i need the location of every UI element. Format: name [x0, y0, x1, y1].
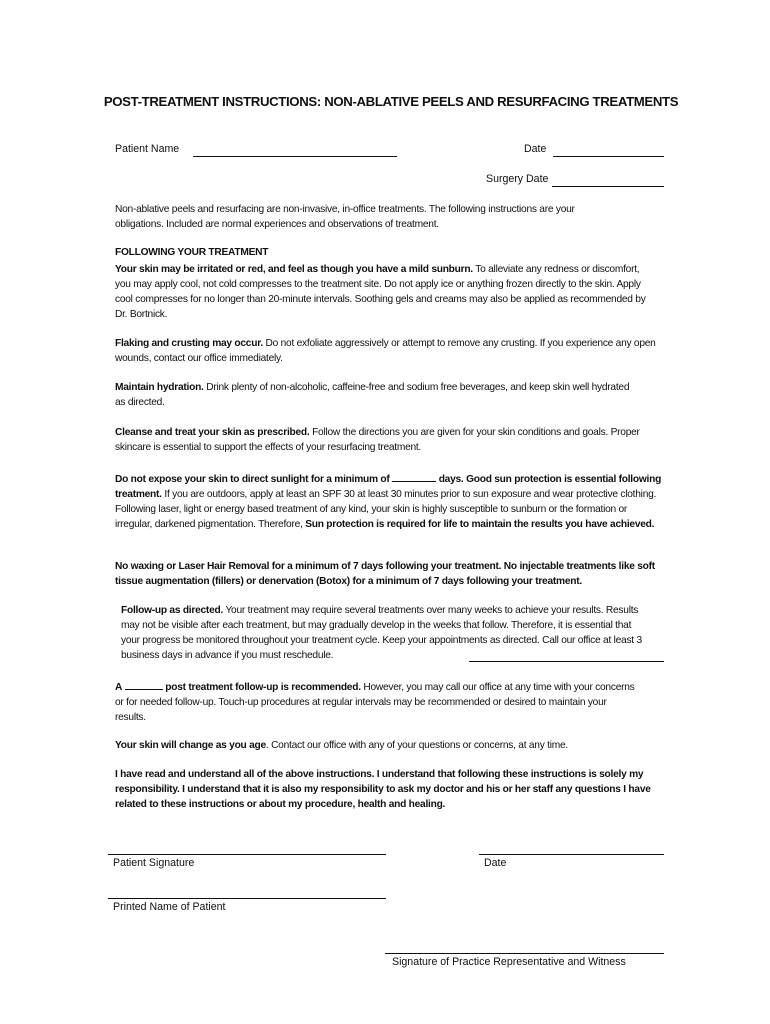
touchup-paragraph — [115, 678, 635, 725]
patient-name-label: Patient Name — [115, 143, 180, 155]
signature-date-label: Date — [484, 857, 507, 869]
document-title: POST-TREATMENT INSTRUCTIONS: NON-ABLATIVE PEELS AND RESURFACING TREATMENTS — [103, 94, 679, 109]
change-text: . Contact our office with any of your questions or concerns, at any time. — [265, 740, 568, 751]
cleanse-text: Follow the directions you are given for your skin conditions and goals. Proper skincare is essential to support the effects of your resurfacing treatment. — [115, 427, 640, 453]
touchup-text: However, you may call our office at any time with your concerns or for needed follow-up. Touch-up procedures at regular intervals may be recommended or desired to maintain your results. — [115, 682, 635, 723]
date-field[interactable] — [553, 156, 664, 157]
intro-paragraph: Non-ablative peels and resurfacing are non-invasive, in-office treatments. The following instructions are your obligations. Included are normal experiences and observations of treatment. — [115, 204, 575, 230]
sun-days-blank[interactable] — [392, 470, 436, 482]
following-heading: FOLLOWING YOUR TREATMENT — [115, 247, 269, 258]
followup-text: Your treatment may require several treatments over many weeks to achieve your results. Results may not be visible after each treatment, but may gradually develop in the weeks that follow. Therefore, it is essential that your progress be monitored throughout your treatment cycle. Keep your appointments as directed. Call our office at least 3 business days in advance if you must reschedule. — [121, 605, 642, 661]
flaking-text: Do not exfoliate aggressively or attempt to remove any crusting. If you experience any open wounds, contact our office immediately. — [115, 338, 656, 364]
witness-signature-line[interactable] — [385, 953, 664, 954]
acknowledge-paragraph — [115, 767, 665, 812]
followup-bold: Follow-up as directed. — [121, 605, 224, 616]
hydration-paragraph — [115, 380, 635, 410]
cleanse-bold: Cleanse and treat your skin as prescribed. — [115, 427, 310, 438]
waxing-bold: No waxing or Laser Hair Removal for a minimum of 7 days following your treatment. No injectable treatments like soft tissue augmentation (fillers) or denervation (Botox) for a minimum of 7 days following your treatment. — [115, 561, 655, 587]
sun-bold-b: days. — [438, 474, 464, 485]
sun-bold-end: Sun protection is required for life to maintain the results you have achieved. — [305, 519, 655, 530]
irritated-bold: Your skin may be irritated or red, and feel as though you have a mild sunburn. — [115, 264, 473, 275]
surgery-date-field[interactable] — [552, 186, 664, 187]
followup-paragraph — [121, 603, 651, 663]
irritated-paragraph — [115, 262, 655, 322]
change-paragraph — [115, 738, 663, 753]
patient-name-field[interactable] — [193, 156, 397, 157]
touchup-bold-b: post treatment follow-up is recommended. — [165, 682, 361, 693]
patient-signature-label: Patient Signature — [113, 857, 195, 869]
sun-paragraph — [115, 470, 663, 532]
touchup-blank[interactable] — [125, 678, 163, 690]
flaking-bold: Flaking and crusting may occur. — [115, 338, 263, 349]
sun-bold-a: Do not expose your skin to direct sunlight for a minimum of — [115, 474, 390, 485]
sun-bold-c: Good sun protection is essential following treatment. — [115, 474, 662, 500]
printed-name-line[interactable] — [108, 898, 386, 899]
signature-date-line[interactable] — [479, 854, 664, 855]
irritated-text: To alleviate any redness or discomfort, you may apply cool, not cold compresses to the treatment site. Do not apply ice or anything frozen directly to the skin. Apply cool compresses for no longer than 20-minute intervals. Soothing gels and creams may also be applied as recommended by Dr. Bortnick. — [115, 264, 646, 320]
flaking-paragraph — [115, 336, 663, 366]
sun-text: If you are outdoors, apply at least an SPF 30 at least 30 minutes prior to sun exposure and wear protective clothing. Following laser, light or energy based treatment of any kind, your skin is highly susceptible to sunburn or the formation or irregular, darkened pigmentation. Therefore, — [115, 489, 657, 530]
printed-name-label: Printed Name of Patient — [113, 901, 226, 913]
acknowledge-bold: I have read and understand all of the above instructions. I understand that following these instructions is solely my responsibility. I understand that it is also my responsibility to ask my doctor and his or her staff any questions I have related to these instructions or about my procedure, health and healing. — [115, 769, 651, 810]
touchup-bold-a: A — [115, 682, 123, 693]
waxing-paragraph — [115, 559, 663, 589]
followup-line[interactable] — [469, 661, 664, 662]
patient-signature-line[interactable] — [108, 854, 386, 855]
change-bold: Your skin will change as you age — [115, 740, 266, 751]
surgery-date-label: Surgery Date — [486, 173, 549, 185]
witness-signature-label: Signature of Practice Representative and Witness — [392, 956, 626, 968]
hydration-text: Drink plenty of non-alcoholic, caffeine-free and sodium free beverages, and keep skin well hydrated as directed. — [115, 382, 630, 408]
hydration-bold: Maintain hydration. — [115, 382, 204, 393]
cleanse-paragraph — [115, 425, 655, 455]
date-label: Date — [524, 143, 547, 155]
